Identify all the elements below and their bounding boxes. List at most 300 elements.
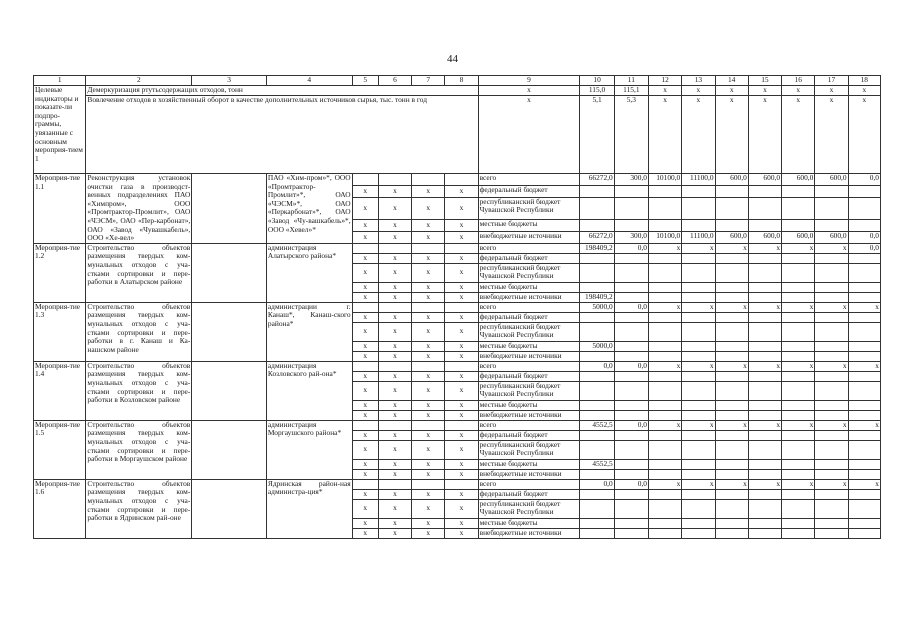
funding-value xyxy=(715,312,748,322)
funding-value xyxy=(782,282,815,292)
indicator-col9: x xyxy=(478,96,580,174)
funding-value: x xyxy=(748,302,781,312)
funding-value xyxy=(715,185,748,197)
source-code-cell: x xyxy=(378,469,411,479)
funding-value xyxy=(748,469,781,479)
column-number: 7 xyxy=(412,76,445,86)
funding-value xyxy=(580,185,614,197)
funding-value xyxy=(614,400,648,410)
funding-value xyxy=(748,220,781,232)
funding-value xyxy=(848,410,880,420)
funding-value xyxy=(682,518,715,528)
funding-source: внебюджетные источники xyxy=(478,410,580,420)
column-number: 9 xyxy=(478,76,580,86)
funding-value xyxy=(682,312,715,322)
funding-value xyxy=(614,220,648,232)
funding-value: x xyxy=(682,243,715,253)
funding-value xyxy=(848,282,880,292)
source-code-cell: x xyxy=(445,528,478,538)
funding-value xyxy=(848,197,880,219)
funding-value xyxy=(580,371,614,381)
source-code-cell: x xyxy=(445,231,478,243)
funding-value xyxy=(715,459,748,469)
source-code-cell: x xyxy=(412,263,445,282)
measure-id: Мероприя-тие 1.1 xyxy=(34,174,86,244)
source-code-cell: x xyxy=(412,220,445,232)
source-code-cell xyxy=(378,420,411,430)
source-code-cell xyxy=(445,302,478,312)
funding-value xyxy=(748,197,781,219)
funding-source: федеральный бюджет xyxy=(478,253,580,263)
source-code-cell: x xyxy=(378,263,411,282)
funding-value xyxy=(715,440,748,459)
measure-id: Мероприя-тие 1.2 xyxy=(34,243,86,302)
funding-value xyxy=(614,528,648,538)
column-number: 2 xyxy=(86,76,192,86)
funding-value xyxy=(748,410,781,420)
funding-value xyxy=(715,469,748,479)
funding-source: местные бюджеты xyxy=(478,282,580,292)
funding-value xyxy=(614,430,648,440)
column-number: 6 xyxy=(378,76,411,86)
funding-source: республиканский бюджет Чувашской Республики xyxy=(478,499,580,518)
funding-value: x xyxy=(715,302,748,312)
funding-value xyxy=(815,469,848,479)
funding-value xyxy=(614,351,648,361)
funding-value: x xyxy=(649,420,682,430)
funding-value: 600,0 xyxy=(815,174,848,186)
funding-value xyxy=(649,489,682,499)
funding-value: x xyxy=(748,361,781,371)
source-code-cell: x xyxy=(412,322,445,341)
measure-row xyxy=(34,479,881,489)
funding-value xyxy=(715,351,748,361)
source-code-cell xyxy=(412,302,445,312)
funding-source: республиканский бюджет Чувашской Республики xyxy=(478,381,580,400)
funding-source: местные бюджеты xyxy=(478,459,580,469)
source-code-cell: x xyxy=(352,469,378,479)
funding-value xyxy=(649,430,682,440)
funding-value: x xyxy=(848,479,880,489)
source-code-cell xyxy=(378,361,411,371)
funding-value xyxy=(848,469,880,479)
source-code-cell: x xyxy=(378,410,411,420)
funding-value xyxy=(848,312,880,322)
source-code-cell: x xyxy=(378,459,411,469)
funding-value xyxy=(782,292,815,302)
source-code-cell: x xyxy=(412,185,445,197)
funding-source: всего xyxy=(478,243,580,253)
source-code-cell: x xyxy=(352,381,378,400)
funding-value xyxy=(682,292,715,302)
funding-value xyxy=(614,489,648,499)
measure-row xyxy=(34,302,881,312)
funding-value xyxy=(815,528,848,538)
funding-source: местные бюджеты xyxy=(478,400,580,410)
funding-source: внебюджетные источники xyxy=(478,528,580,538)
funding-source: всего xyxy=(478,302,580,312)
column-number: 15 xyxy=(748,76,781,86)
funding-value xyxy=(649,322,682,341)
source-code-cell xyxy=(352,479,378,489)
funding-value xyxy=(649,282,682,292)
funding-value xyxy=(748,185,781,197)
funding-value xyxy=(580,518,614,528)
funding-value xyxy=(614,341,648,351)
source-code-cell: x xyxy=(412,351,445,361)
source-code-cell xyxy=(445,174,478,186)
funding-value xyxy=(748,341,781,351)
funding-value xyxy=(580,400,614,410)
funding-value xyxy=(715,489,748,499)
indicator-value: x xyxy=(715,86,748,96)
funding-value xyxy=(748,292,781,302)
measure-row xyxy=(34,361,881,371)
funding-value xyxy=(682,263,715,282)
source-code-cell: x xyxy=(352,430,378,440)
funding-value: x xyxy=(748,479,781,489)
measure-id: Мероприя-тие 1.4 xyxy=(34,361,86,420)
funding-value xyxy=(682,282,715,292)
funding-value xyxy=(580,312,614,322)
source-code-cell xyxy=(445,479,478,489)
funding-value: 600,0 xyxy=(748,231,781,243)
funding-value xyxy=(848,499,880,518)
funding-value: 4552,5 xyxy=(580,420,614,430)
funding-value xyxy=(715,518,748,528)
source-code-cell: x xyxy=(378,197,411,219)
funding-value: 5000,0 xyxy=(580,341,614,351)
funding-value xyxy=(682,371,715,381)
funding-value: 11100,0 xyxy=(682,231,715,243)
funding-value xyxy=(580,499,614,518)
funding-value xyxy=(580,197,614,219)
column-number: 10 xyxy=(580,76,614,86)
funding-value: x xyxy=(748,420,781,430)
source-code-cell: x xyxy=(412,231,445,243)
source-code-cell: x xyxy=(412,528,445,538)
indicator-value: x xyxy=(649,86,682,96)
source-code-cell: x xyxy=(352,231,378,243)
funding-value xyxy=(580,489,614,499)
source-code-cell: x xyxy=(412,341,445,351)
funding-value: x xyxy=(649,479,682,489)
funding-value xyxy=(815,292,848,302)
funding-value xyxy=(682,410,715,420)
funding-value xyxy=(815,341,848,351)
source-code-cell: x xyxy=(352,341,378,351)
funding-value xyxy=(715,322,748,341)
funding-value xyxy=(715,430,748,440)
funding-value: x xyxy=(748,243,781,253)
column-number: 17 xyxy=(815,76,848,86)
funding-value xyxy=(614,322,648,341)
funding-value xyxy=(748,440,781,459)
funding-value xyxy=(782,440,815,459)
funding-source: федеральный бюджет xyxy=(478,430,580,440)
funding-value: x xyxy=(715,420,748,430)
source-code-cell: x xyxy=(378,440,411,459)
funding-value xyxy=(815,400,848,410)
funding-value xyxy=(715,410,748,420)
source-code-cell: x xyxy=(445,351,478,361)
funding-value xyxy=(848,430,880,440)
funding-value xyxy=(815,253,848,263)
funding-value xyxy=(782,489,815,499)
page-number: 44 xyxy=(447,53,458,65)
source-code-cell: x xyxy=(412,410,445,420)
funding-source: республиканский бюджет Чувашской Республики xyxy=(478,440,580,459)
column-number: 16 xyxy=(782,76,815,86)
source-code-cell: x xyxy=(352,528,378,538)
funding-value xyxy=(580,253,614,263)
measure-blank-column xyxy=(192,174,267,244)
indicator-col9: x xyxy=(478,86,580,96)
source-code-cell: x xyxy=(352,220,378,232)
indicator-value: x xyxy=(815,86,848,96)
funding-value xyxy=(682,469,715,479)
measure-description: Строительство объектов размещения твердых ком-мунальных отходов с уча-стками сортировки и пере-работки в Ядринском рай-оне xyxy=(86,479,192,538)
funding-value xyxy=(848,381,880,400)
indicator-value: 115,0 xyxy=(580,86,614,96)
funding-value: x xyxy=(649,302,682,312)
measure-row xyxy=(34,174,881,186)
funding-value xyxy=(748,430,781,440)
source-code-cell: x xyxy=(412,253,445,263)
source-code-cell xyxy=(378,174,411,186)
source-code-cell xyxy=(445,420,478,430)
measure-blank-column xyxy=(192,479,267,538)
funding-value: 0,0 xyxy=(848,231,880,243)
source-code-cell: x xyxy=(445,371,478,381)
source-code-cell: x xyxy=(352,312,378,322)
measure-executor: администрация Моргаушского района* xyxy=(266,420,352,479)
source-code-cell: x xyxy=(445,312,478,322)
funding-value: x xyxy=(715,243,748,253)
target-indicators-label: Целевые индикаторы и показате-ли подпро-граммы, увязанные с основным мероприя-тием 1 xyxy=(34,86,86,174)
target-indicator-row xyxy=(34,96,881,174)
funding-value xyxy=(782,341,815,351)
indicator-value: x xyxy=(782,86,815,96)
source-code-cell: x xyxy=(412,292,445,302)
source-code-cell xyxy=(412,361,445,371)
funding-value: x xyxy=(848,302,880,312)
funding-value: x xyxy=(715,361,748,371)
source-code-cell xyxy=(445,361,478,371)
source-code-cell xyxy=(352,420,378,430)
funding-source: всего xyxy=(478,174,580,186)
measure-row xyxy=(34,243,881,253)
funding-value xyxy=(614,459,648,469)
source-code-cell: x xyxy=(445,440,478,459)
funding-value xyxy=(649,440,682,459)
funding-value xyxy=(815,185,848,197)
funding-value: 11100,0 xyxy=(682,174,715,186)
funding-value xyxy=(782,220,815,232)
funding-value xyxy=(815,459,848,469)
source-code-cell: x xyxy=(412,400,445,410)
source-code-cell: x xyxy=(352,253,378,263)
funding-value xyxy=(649,371,682,381)
source-code-cell: x xyxy=(352,410,378,420)
source-code-cell: x xyxy=(445,282,478,292)
funding-value xyxy=(614,185,648,197)
funding-value xyxy=(848,322,880,341)
funding-source: местные бюджеты xyxy=(478,220,580,232)
funding-value xyxy=(580,410,614,420)
funding-value xyxy=(682,220,715,232)
funding-value xyxy=(715,381,748,400)
source-code-cell: x xyxy=(378,322,411,341)
funding-value xyxy=(682,322,715,341)
funding-source: внебюджетные источники xyxy=(478,351,580,361)
source-code-cell: x xyxy=(412,459,445,469)
funding-value: x xyxy=(815,243,848,253)
funding-value: 600,0 xyxy=(815,231,848,243)
funding-value: x xyxy=(649,361,682,371)
source-code-cell: x xyxy=(412,518,445,528)
funding-value xyxy=(848,292,880,302)
measure-blank-column xyxy=(192,420,267,479)
source-code-cell: x xyxy=(412,197,445,219)
measure-blank-column xyxy=(192,243,267,302)
source-code-cell: x xyxy=(445,400,478,410)
source-code-cell: x xyxy=(445,185,478,197)
indicator-value: x xyxy=(649,96,682,174)
funding-value xyxy=(580,430,614,440)
funding-value xyxy=(782,263,815,282)
column-number: 18 xyxy=(848,76,880,86)
funding-value: 600,0 xyxy=(715,231,748,243)
source-code-cell: x xyxy=(445,220,478,232)
indicator-name: Вовлечение отходов в хозяйственный оборот в качестве дополнительных источников сырья, тыс. тонн в год xyxy=(86,96,478,174)
funding-value xyxy=(748,322,781,341)
funding-value xyxy=(715,253,748,263)
indicator-value: 5,3 xyxy=(614,96,648,174)
source-code-cell: x xyxy=(445,518,478,528)
source-code-cell: x xyxy=(445,410,478,420)
column-number: 3 xyxy=(192,76,267,86)
funding-value: x xyxy=(815,361,848,371)
funding-value xyxy=(649,518,682,528)
funding-value xyxy=(580,263,614,282)
source-code-cell xyxy=(352,302,378,312)
funding-source: федеральный бюджет xyxy=(478,371,580,381)
source-code-cell: x xyxy=(352,400,378,410)
source-code-cell: x xyxy=(445,459,478,469)
funding-value: 0,0 xyxy=(614,420,648,430)
funding-value xyxy=(748,518,781,528)
funding-value xyxy=(580,220,614,232)
funding-value xyxy=(782,469,815,479)
funding-value xyxy=(715,220,748,232)
source-code-cell: x xyxy=(378,489,411,499)
source-code-cell: x xyxy=(378,430,411,440)
measure-executor: Ядринская район-ная администра-ция* xyxy=(266,479,352,538)
funding-value xyxy=(815,440,848,459)
funding-value xyxy=(682,197,715,219)
funding-value: x xyxy=(782,361,815,371)
funding-value: 10100,0 xyxy=(649,231,682,243)
source-code-cell xyxy=(412,479,445,489)
funding-value xyxy=(848,253,880,263)
column-number: 1 xyxy=(34,76,86,86)
funding-value: x xyxy=(682,479,715,489)
funding-source: федеральный бюджет xyxy=(478,185,580,197)
funding-value xyxy=(782,400,815,410)
indicator-value: 5,1 xyxy=(580,96,614,174)
funding-value xyxy=(649,197,682,219)
funding-value xyxy=(782,185,815,197)
funding-value xyxy=(815,518,848,528)
source-code-cell: x xyxy=(378,341,411,351)
column-number: 14 xyxy=(715,76,748,86)
source-code-cell: x xyxy=(412,371,445,381)
funding-value: x xyxy=(815,479,848,489)
source-code-cell: x xyxy=(412,489,445,499)
funding-value xyxy=(580,282,614,292)
source-code-cell: x xyxy=(378,292,411,302)
funding-value xyxy=(848,341,880,351)
funding-value: 600,0 xyxy=(782,174,815,186)
funding-value xyxy=(614,292,648,302)
source-code-cell: x xyxy=(378,351,411,361)
funding-value xyxy=(782,499,815,518)
funding-value xyxy=(782,381,815,400)
funding-value xyxy=(614,282,648,292)
source-code-cell: x xyxy=(412,381,445,400)
source-code-cell xyxy=(352,174,378,186)
source-code-cell: x xyxy=(445,263,478,282)
funding-value xyxy=(580,322,614,341)
funding-value xyxy=(748,263,781,282)
source-code-cell: x xyxy=(445,381,478,400)
funding-value xyxy=(782,518,815,528)
funding-value: 600,0 xyxy=(748,174,781,186)
source-code-cell: x xyxy=(412,499,445,518)
funding-value xyxy=(649,341,682,351)
source-code-cell: x xyxy=(352,351,378,361)
funding-value xyxy=(580,440,614,459)
source-code-cell: x xyxy=(352,282,378,292)
column-number: 5 xyxy=(352,76,378,86)
column-number: 11 xyxy=(614,76,648,86)
funding-value xyxy=(748,312,781,322)
funding-value: x xyxy=(682,420,715,430)
measure-id: Мероприя-тие 1.3 xyxy=(34,302,86,361)
funding-value xyxy=(715,197,748,219)
source-code-cell: x xyxy=(352,499,378,518)
source-code-cell xyxy=(445,243,478,253)
funding-value xyxy=(715,400,748,410)
funding-value xyxy=(815,381,848,400)
funding-value xyxy=(782,430,815,440)
indicator-value: x xyxy=(748,96,781,174)
funding-value xyxy=(815,322,848,341)
funding-value xyxy=(682,440,715,459)
funding-value: 0,0 xyxy=(614,479,648,489)
funding-value xyxy=(682,341,715,351)
funding-value xyxy=(614,469,648,479)
funding-value: x xyxy=(815,420,848,430)
funding-value xyxy=(715,371,748,381)
funding-value xyxy=(649,528,682,538)
funding-source: внебюджетные источники xyxy=(478,231,580,243)
source-code-cell: x xyxy=(378,499,411,518)
funding-value xyxy=(815,312,848,322)
measure-executor: администрация Алатырского района* xyxy=(266,243,352,302)
source-code-cell: x xyxy=(378,253,411,263)
